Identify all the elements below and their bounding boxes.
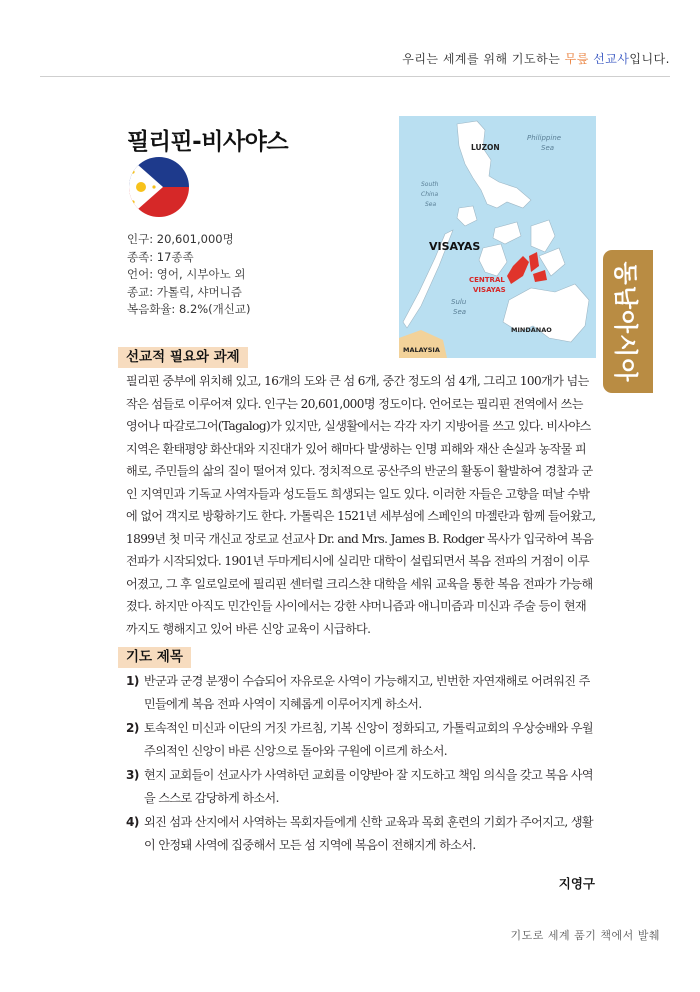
map-label-south-china-3: Sea — [425, 201, 437, 208]
fact-evangelization-rate: 복음화율: 8.2%(개신교) — [127, 302, 251, 316]
prayer-item-text: 토속적인 미신과 이단의 거짓 가르침, 기복 신앙이 정화되고, 가톨릭교회의 우상숭배와 우월주의적인 신앙이 바른 신앙으로 돌아와 구원에 이르게 하소서. — [144, 721, 593, 758]
map-label-sulu-1: Sulu — [451, 298, 467, 306]
tagline-prefix: 우리는 세계를 위해 기도하는 — [402, 52, 565, 66]
prayer-item-text: 현지 교회들이 선교사가 사역하던 교회를 이양받아 잘 지도하고 책임 의식을 갖고 복음 사역을 스스로 감당하게 하소서. — [144, 768, 593, 805]
map-label-sulu-2: Sea — [453, 308, 467, 316]
map-label-central-1: CENTRAL — [469, 276, 505, 284]
map-label-south-china-2: China — [421, 191, 439, 198]
fact-ethnic-groups: 종족: 17종족 — [127, 249, 194, 264]
tagline-highlight-knees: 무릎 — [564, 52, 589, 66]
header-divider — [40, 76, 670, 77]
region-map — [399, 116, 596, 358]
page-title: 필리핀-비사야스 — [127, 129, 289, 155]
map-label-philippine-sea-1: Philippine — [527, 134, 562, 142]
side-tab-label: 동남아시아 — [611, 261, 640, 382]
prayer-item-number: 3) — [126, 768, 139, 782]
map-label-visayas: VISAYAS — [429, 240, 481, 253]
prayer-item — [126, 811, 596, 856]
prayer-item-number: 2) — [126, 721, 139, 735]
map-label-philippine-sea-2: Sea — [541, 144, 555, 152]
map-label-luzon: LUZON — [471, 143, 500, 152]
prayer-item — [126, 764, 596, 809]
footer-source: 기도로 세계 품기 책에서 발췌 — [510, 929, 660, 942]
tagline-highlight-missionary: 선교사 — [593, 52, 630, 66]
section-heading-mission-needs: 선교적 필요와 과제 — [118, 347, 248, 368]
map-label-central-2: VISAYAS — [473, 286, 506, 294]
header-tagline — [402, 50, 670, 67]
prayer-list — [126, 670, 596, 858]
map-label-south-china-1: South — [421, 181, 439, 188]
philippines-flag-icon — [129, 157, 189, 217]
prayer-item — [126, 717, 596, 762]
country-facts — [127, 231, 250, 319]
prayer-item-text: 외진 섬과 산지에서 사역하는 목회자들에게 신학 교육과 목회 훈련의 기회가 주어지고, 생활이 안정돼 사역에 집중해서 모든 섬 지역에 복음이 전해지게 하소서. — [144, 815, 593, 852]
author-name: 지영구 — [558, 876, 595, 891]
mission-needs-body: 필리핀 중부에 위치해 있고, 16개의 도와 큰 섬 6개, 중간 정도의 섬 4개, 그리고 100개가 넘는 작은 섬들로 이루어져 있다. 인구는 20,601,000명 정도이다. 언어로는 필리핀 전역에서 쓰는 영어나 따갈로그어(Tagalog)가 있지만, 실생활에서는 각각 자기 지방어를 쓰고 있다. 비사야스 지역은 환태평양 화산대와 지진대가 있어 해마다 발생하는 인명 피해와 재산 손실과 농작물 피해로, 주민들의 삶의 질이 떨어져 있다. 정치적으로 공산주의 반군의 활동이 활발하여 경찰과 군인 지역민과 기독교 사역자들과 성도들도 희생되는 일도 있다. 이러한 자들은 고향을 떠날 수밖에 없어 객지로 방황하기도 한다. 가톨릭은 1521년 세부섬에 스페인의 마젤란과 함께 들어왔고, 1899년 첫 미국 개신교 장로교 선교사 Dr. and Mrs. James B. Rodger 목사가 입국하여 복음 전파가 시작되었다. 1901년 두마게티시에 실리만 대학이 설립되면서 복음 전파의 거점이 이루어졌고, 그 후 일로일로에 필리핀 센터럴 크리스챤 대학을 세워 교육을 통한 복음 전파가 가능해졌다. 하지만 아직도 민간인들 사이에서는 강한 샤머니즘과 애니미즘과 미신과 주술 등이 현재까지도 행해지고 있어 바른 신앙 교육이 시급하다. — [126, 374, 596, 636]
section-heading-prayer: 기도 제목 — [118, 647, 191, 668]
prayer-item-number: 1) — [126, 674, 139, 688]
map-label-malaysia: MALAYSIA — [403, 346, 440, 354]
prayer-item — [126, 670, 596, 715]
prayer-item-text: 반군과 군경 분쟁이 수습되어 자유로운 사역이 가능해지고, 빈번한 자연재해로 어려워진 주민들에게 복음 전파 사역이 지혜롭게 이루어지게 하소서. — [144, 674, 590, 711]
prayer-item-number: 4) — [126, 815, 139, 829]
fact-religion: 종교: 가톨릭, 샤머니즘 — [127, 284, 242, 299]
fact-population: 인구: 20,601,000명 — [127, 232, 234, 246]
tagline-suffix: 입니다. — [629, 52, 670, 66]
fact-language: 언어: 영어, 시부아노 외 — [127, 267, 246, 281]
map-label-mindanao: MINDANAO — [511, 326, 552, 334]
region-side-tab — [603, 250, 653, 393]
